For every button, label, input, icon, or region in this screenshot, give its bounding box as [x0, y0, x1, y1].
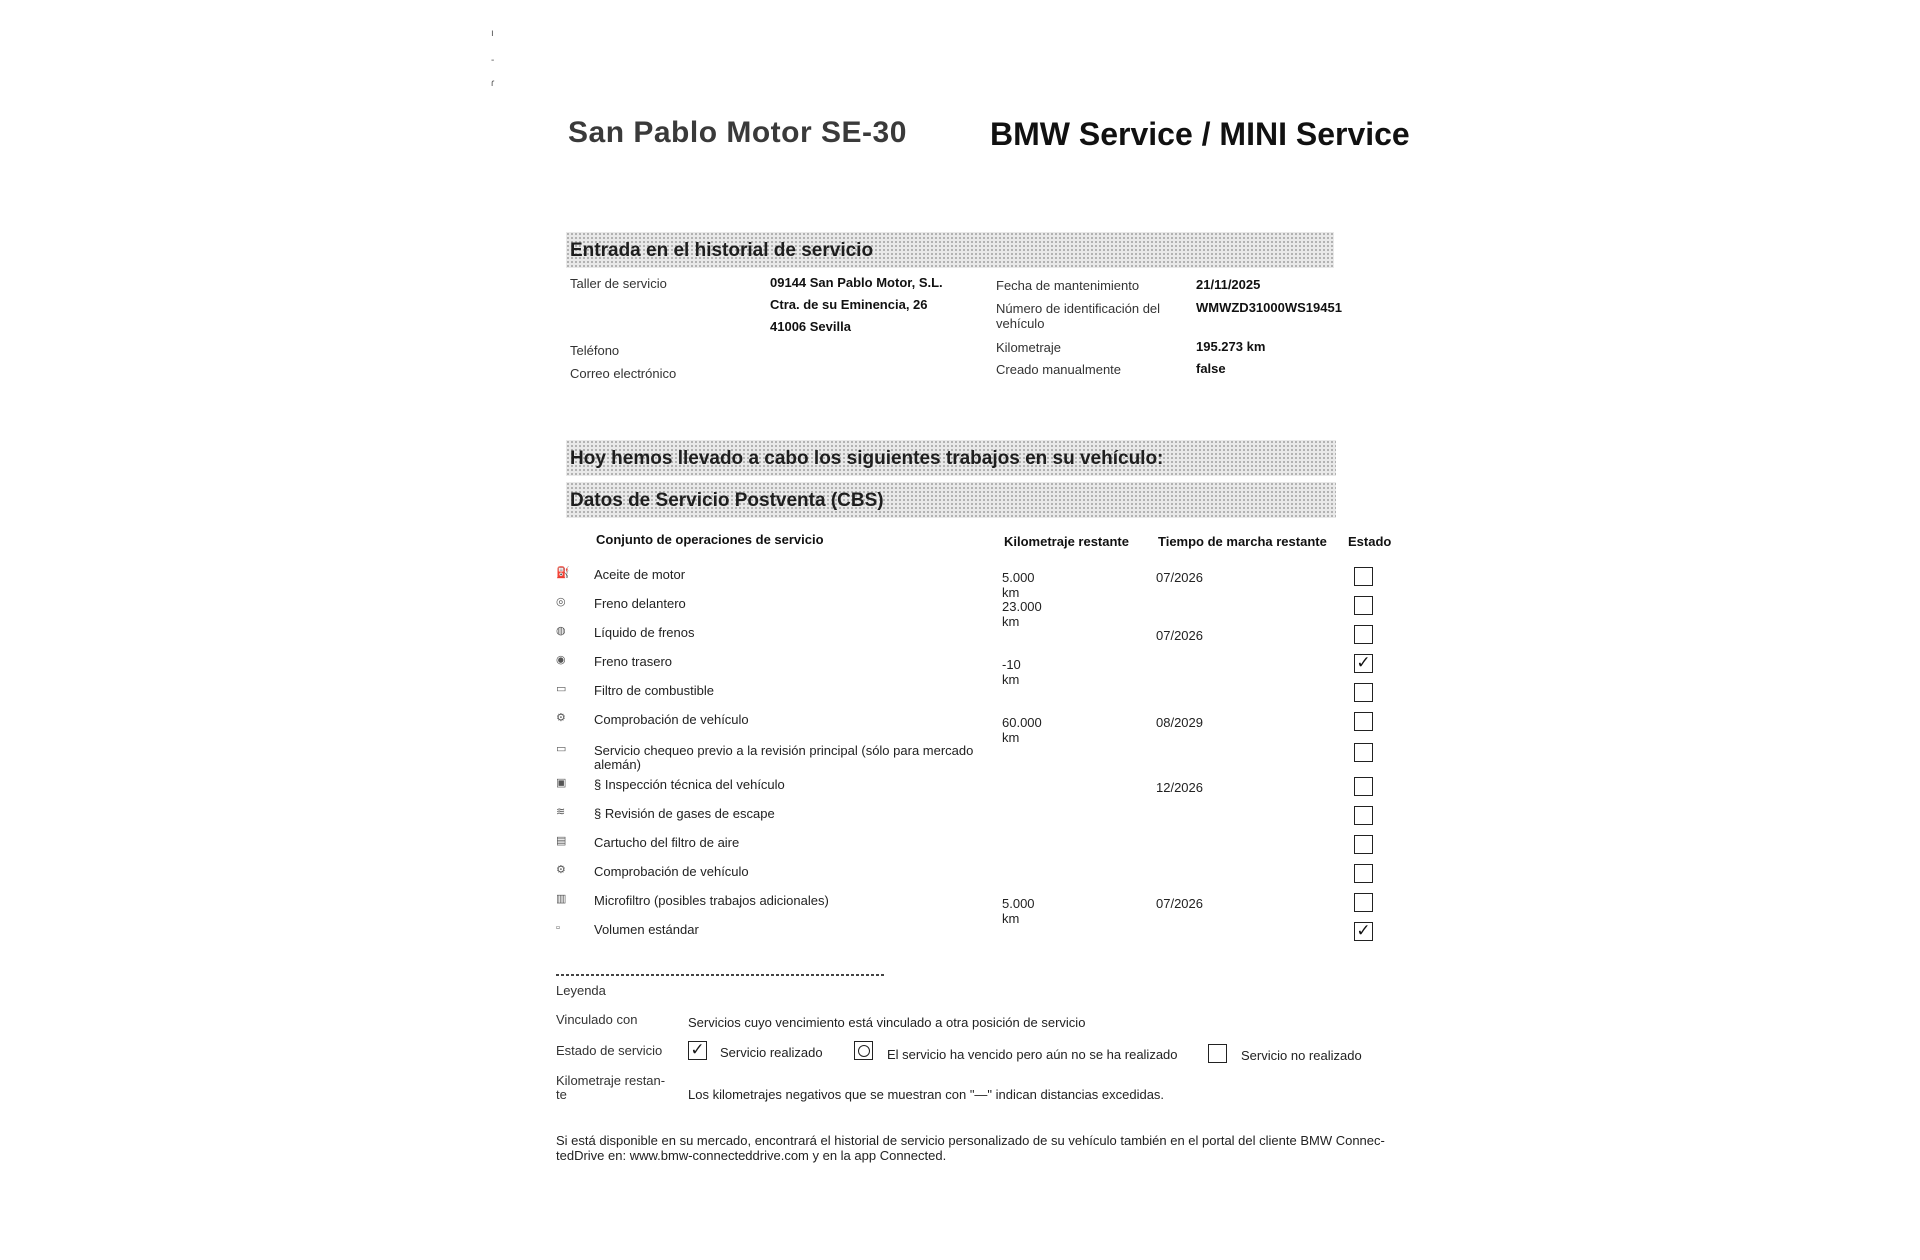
checkmark-icon: ✓: [690, 1040, 705, 1059]
standard-volume-icon: ▫: [556, 922, 560, 934]
workshop-address: [770, 272, 943, 338]
operation-name: Freno trasero: [594, 654, 673, 669]
km-remaining: 5.000 km: [1002, 896, 1035, 926]
date-value: 21/11/2025: [1196, 277, 1261, 292]
overdue-circle-icon: [858, 1045, 870, 1057]
footer-note: Si está disponible en su mercado, encontrará el historial de servicio personalizado de su vehículo también en el portal del cliente BMW Connec-tedDrive en: www.bmw-connecteddrive.com y en la app Connected.: [556, 1133, 1385, 1163]
km-remaining: 23.000 km: [1002, 599, 1042, 629]
scan-mark: -: [491, 55, 495, 66]
date-label: Fecha de mantenimiento: [996, 278, 1140, 293]
col-operation: Conjunto de operaciones de servicio: [596, 532, 824, 547]
status-checkbox[interactable]: [1354, 625, 1373, 644]
legend-title: Leyenda: [556, 983, 606, 998]
legend-linked-label: Vinculado con: [556, 1012, 638, 1027]
status-checkbox[interactable]: [1354, 683, 1373, 702]
manual-value: false: [1196, 361, 1226, 376]
status-checkbox[interactable]: [1354, 893, 1373, 912]
operation-name: Aceite de motor: [594, 567, 686, 582]
time-remaining: 08/2029: [1156, 715, 1203, 730]
km-remaining: 5.000 km: [1002, 570, 1035, 600]
manual-label: Creado manualmente: [996, 362, 1122, 377]
dealer-name: San Pablo Motor SE-30: [568, 116, 907, 149]
brake-fluid-icon: ◍: [556, 625, 566, 637]
scan-mark: ı: [491, 28, 494, 39]
status-checkbox[interactable]: [1354, 864, 1373, 883]
fuel-filter-icon: ▭: [556, 683, 567, 695]
legend-done-checkbox: [688, 1041, 707, 1060]
phone-label: Teléfono: [570, 343, 620, 358]
legend-linked-text: Servicios cuyo vencimiento está vinculado a otra posición de servicio: [688, 1015, 1086, 1030]
brake-rear-icon: ◉: [556, 654, 566, 666]
workshop-line: 09144 San Pablo Motor, S.L.: [770, 275, 943, 290]
checkmark-icon: ✓: [1356, 653, 1371, 672]
checkmark-icon: ✓: [1356, 921, 1371, 940]
vehicle-check-icon: ⚙: [556, 864, 566, 876]
legend-km-label: Kilometraje restan-te: [556, 1073, 666, 1102]
col-km-remaining: Kilometraje restante: [1004, 534, 1129, 549]
exhaust-icon: ≋: [556, 806, 566, 818]
operation-name: Líquido de frenos: [594, 625, 695, 640]
legend-overdue-checkbox: [854, 1041, 873, 1060]
brand-title: BMW Service / MINI Service: [990, 116, 1410, 152]
status-checkbox[interactable]: [1354, 777, 1373, 796]
mileage-label: Kilometraje: [996, 340, 1062, 355]
status-checkbox[interactable]: [1354, 835, 1373, 854]
divider: [556, 974, 886, 976]
scan-mark: ɾ: [491, 78, 495, 89]
status-checkbox[interactable]: [1354, 712, 1373, 731]
operation-name: Comprobación de vehículo: [594, 864, 749, 879]
km-remaining: -10 km: [1002, 657, 1021, 687]
col-time-remaining: Tiempo de marcha restante: [1158, 534, 1327, 549]
operation-name: Cartucho del filtro de aire: [594, 835, 740, 850]
operation-name: § Inspección técnica del vehículo: [594, 777, 785, 792]
vin-value: WMWZD31000WS19451: [1196, 300, 1342, 315]
legend-overdue-text: El servicio ha vencido pero aún no se ha realizado: [887, 1047, 1178, 1062]
operation-name: § Revisión de gases de escape: [594, 806, 775, 821]
time-remaining: 07/2026: [1156, 896, 1203, 911]
operation-name: Freno delantero: [594, 596, 686, 611]
workshop-line: Ctra. de su Eminencia, 26: [770, 297, 928, 312]
operation-name: Volumen estándar: [594, 922, 699, 937]
work-performed-title: Hoy hemos llevado a cabo los siguientes trabajos en su vehículo:: [570, 448, 1164, 469]
workshop-line: 41006 Sevilla: [770, 319, 851, 334]
operation-name: Servicio chequeo previo a la revisión principal (sólo para mercado alemán): [594, 743, 974, 772]
km-remaining: 60.000 km: [1002, 715, 1042, 745]
vehicle-check-icon: ⚙: [556, 712, 566, 724]
mileage-value: 195.273 km: [1196, 339, 1266, 354]
legend-done-text: Servicio realizado: [720, 1045, 823, 1060]
vin-label: Número de identificación del vehículo: [996, 301, 1161, 331]
cbs-title: Datos de Servicio Postventa (CBS): [570, 490, 884, 511]
operation-name: Microfiltro (posibles trabajos adicionales): [594, 893, 829, 908]
microfilter-icon: ▥: [556, 893, 567, 905]
air-filter-icon: ▤: [556, 835, 567, 847]
legend-status-label: Estado de servicio: [556, 1043, 663, 1058]
legend-not-done-text: Servicio no realizado: [1241, 1048, 1362, 1063]
operation-name: Filtro de combustible: [594, 683, 714, 698]
status-checkbox[interactable]: [1354, 743, 1373, 762]
time-remaining: 07/2026: [1156, 570, 1203, 585]
status-checkbox[interactable]: [1354, 596, 1373, 615]
legend-not-done-checkbox: [1208, 1044, 1227, 1063]
status-checkbox[interactable]: [1354, 806, 1373, 825]
email-label: Correo electrónico: [570, 366, 677, 381]
legend-km-text: Los kilometrajes negativos que se muestran con "—" indican distancias excedidas.: [688, 1087, 1165, 1102]
time-remaining: 12/2026: [1156, 780, 1203, 795]
workshop-label: Taller de servicio: [570, 276, 667, 291]
status-checkbox[interactable]: [1354, 567, 1373, 586]
pre-check-icon: ▭: [556, 743, 567, 755]
operation-name: Comprobación de vehículo: [594, 712, 749, 727]
service-history-title: Entrada en el historial de servicio: [570, 240, 874, 261]
oil-icon: ⛽: [556, 567, 570, 579]
brake-front-icon: ◎: [556, 596, 566, 608]
status-checkbox[interactable]: [1354, 654, 1373, 673]
inspection-icon: ▣: [556, 777, 567, 789]
time-remaining: 07/2026: [1156, 628, 1203, 643]
status-checkbox[interactable]: [1354, 922, 1373, 941]
col-status: Estado: [1348, 534, 1392, 549]
